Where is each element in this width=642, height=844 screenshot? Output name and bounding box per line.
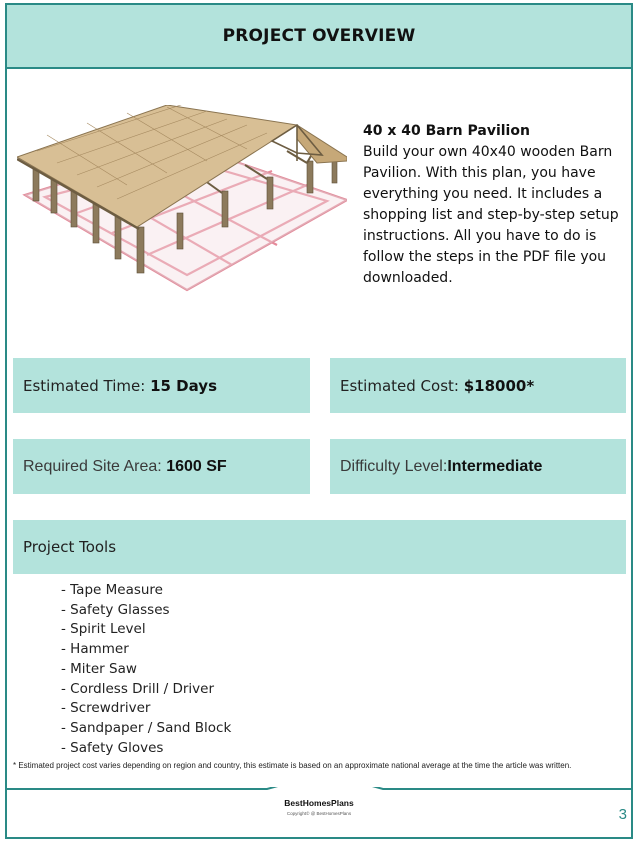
pavilion-illustration bbox=[17, 105, 347, 305]
list-item: - Spirit Level bbox=[61, 621, 146, 638]
site-area-label: Required Site Area: bbox=[23, 457, 167, 475]
project-intro bbox=[363, 121, 625, 289]
page-frame bbox=[5, 3, 633, 839]
list-item: - Safety Glasses bbox=[61, 601, 170, 618]
list-item: - Hammer bbox=[61, 641, 129, 658]
difficulty-value: Intermediate bbox=[447, 457, 543, 475]
list-item: - Safety Gloves bbox=[61, 739, 164, 756]
site-area-value: 1600 SF bbox=[166, 457, 227, 475]
tools-list bbox=[61, 581, 231, 758]
list-item: - Miter Saw bbox=[61, 660, 137, 677]
list-item: - Tape Measure bbox=[61, 582, 163, 598]
estimated-cost-value: $18000* bbox=[463, 376, 535, 395]
cost-footnote: * Estimated project cost varies depending on region and country, this estimate is based on an approximate national average at the time the article was written. bbox=[13, 761, 572, 770]
difficulty-card bbox=[330, 439, 626, 494]
brand-name: BestHomesPlans bbox=[284, 798, 354, 808]
list-item: - Cordless Drill / Driver bbox=[61, 680, 215, 697]
estimated-cost-label: Estimated Cost: bbox=[340, 376, 464, 395]
difficulty-label: Difficulty Level: bbox=[340, 457, 448, 475]
list-item: - Sandpaper / Sand Block bbox=[61, 719, 232, 736]
header-divider bbox=[7, 67, 631, 69]
estimated-cost-card bbox=[330, 358, 626, 413]
project-description: Build your own 40x40 wooden Barn Pavilion. With this plan, you have everything you need. It includes a shopping list and step-by-step setup instructions. All you have to do is follow the steps in the PDF file you downloaded. bbox=[363, 144, 619, 286]
page-number: 3 bbox=[618, 806, 627, 823]
estimated-time-label: Estimated Time: bbox=[23, 376, 151, 395]
project-name: 40 x 40 Barn Pavilion bbox=[363, 123, 530, 139]
estimated-time-value: 15 Days bbox=[150, 376, 217, 395]
site-area-card bbox=[13, 439, 310, 494]
copyright-notice: Copyright© @ BestHomesPlans bbox=[286, 811, 352, 816]
estimated-time-card bbox=[13, 358, 310, 413]
page-title: PROJECT OVERVIEW bbox=[222, 26, 416, 46]
project-tools-title: Project Tools bbox=[23, 538, 117, 556]
header-band bbox=[7, 5, 631, 67]
project-tools-heading bbox=[13, 520, 626, 574]
list-item: - Screwdriver bbox=[61, 700, 151, 717]
